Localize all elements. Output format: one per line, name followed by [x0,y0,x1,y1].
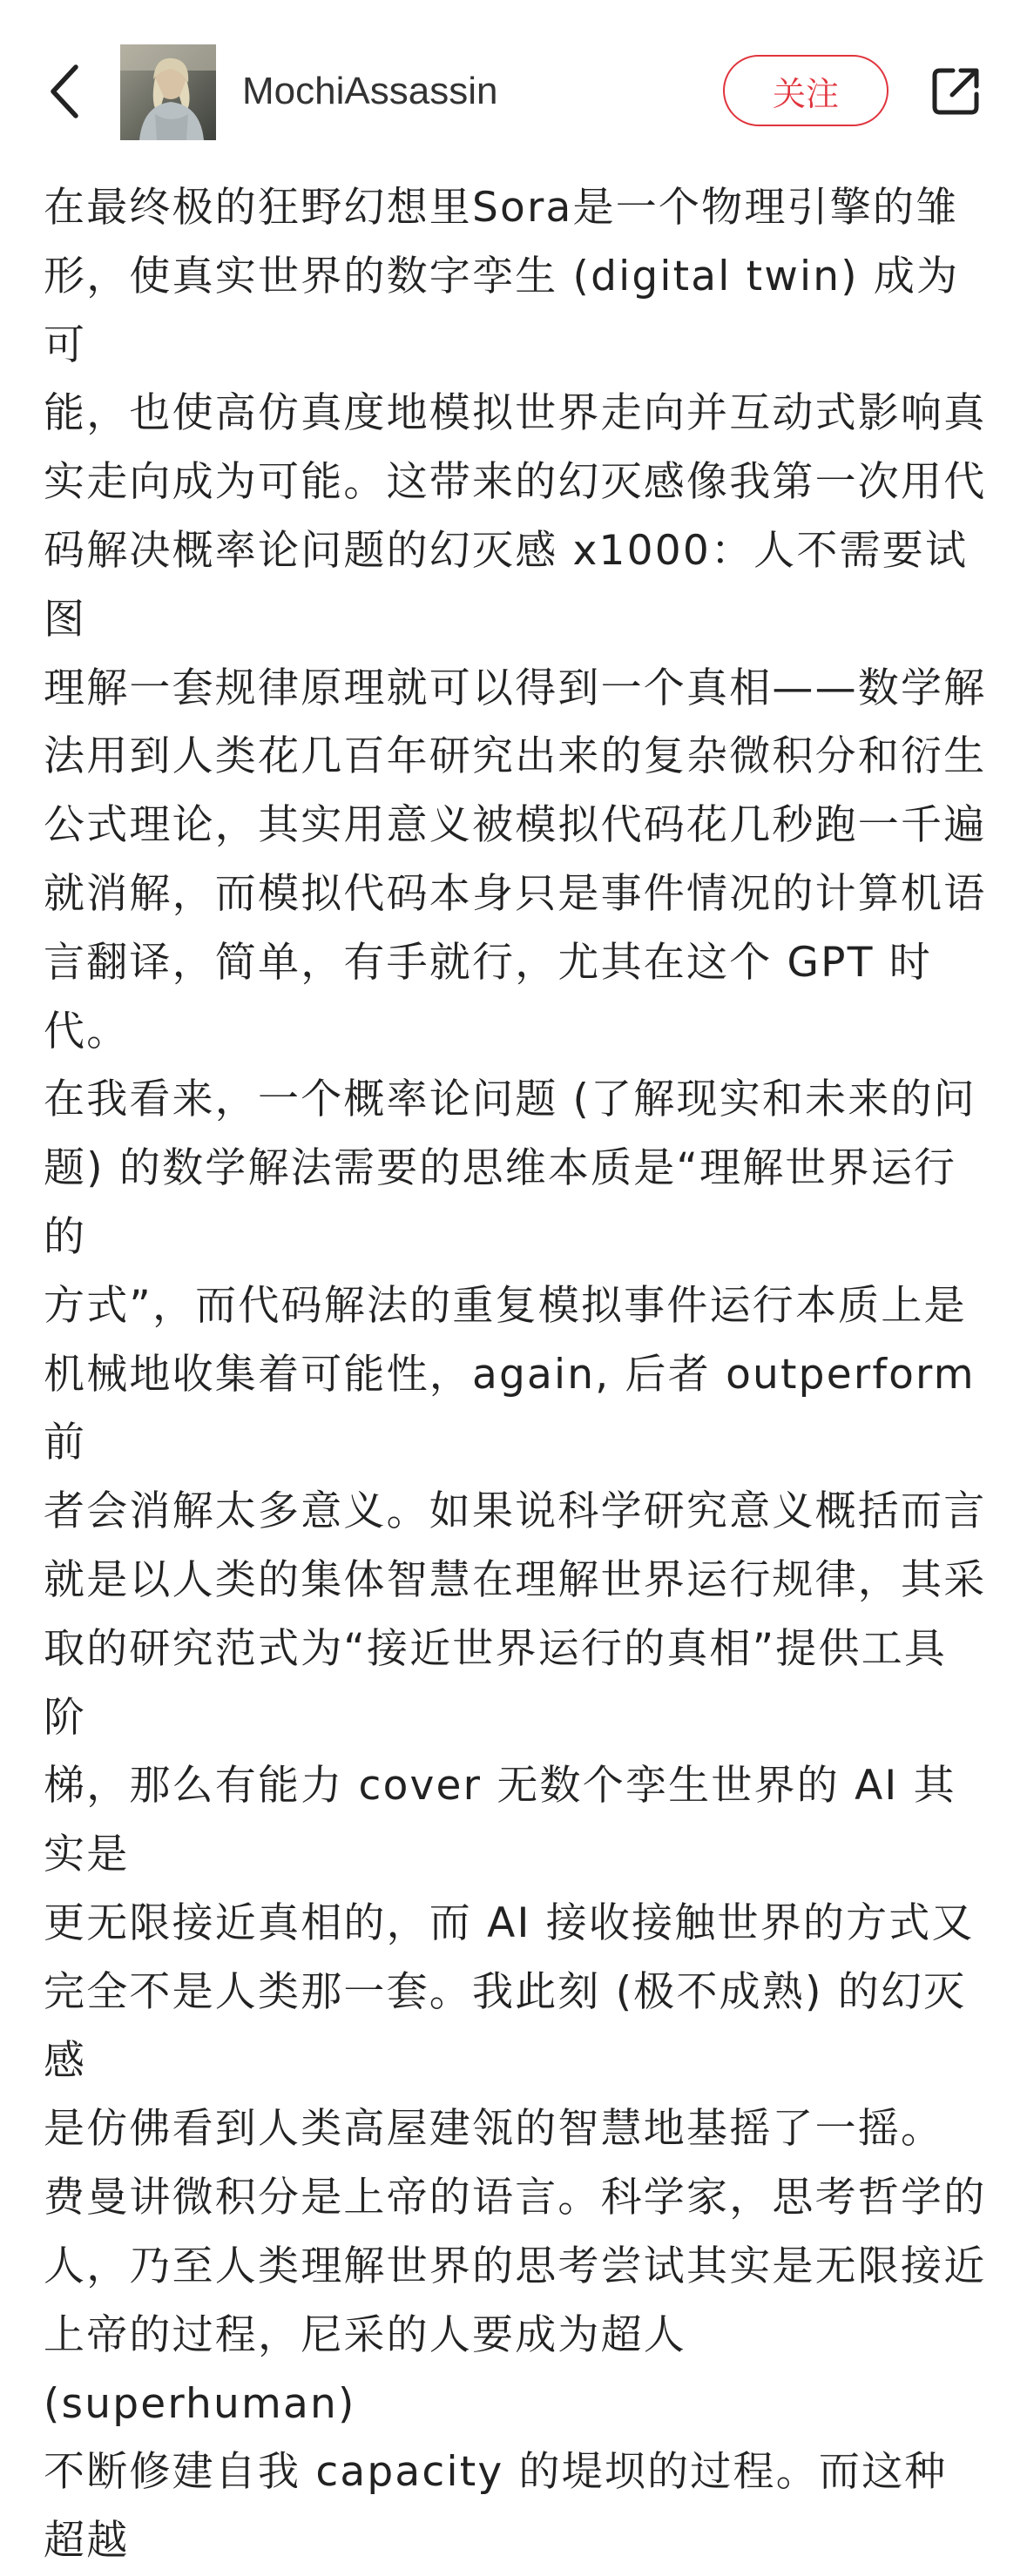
post-content [44,174,989,2566]
author-username[interactable]: MochiAssassin [242,70,498,112]
back-button[interactable] [35,57,96,125]
post-body-text: 在最终极的狂野幻想里Sora是一个物理引擎的雏 形，使真实世界的数字孪生 (digital twin) 成为可 能，也使高仿真度地模拟世界走向并互动式影响真 实走向成为可能。这带来的幻灭感像我第一次用代 码解决概率论问题的幻灭感 x1000：人不需要试图 理解一套规律原理就可以得到一个真相——数学解 法用到人类花几百年研究出来的复杂微积分和衍生 公式理论，其实用意义被模拟代码花几秒跑一千遍 就消解，而模拟代码本身只是事件情况的计算机语 言翻译，简单，有手就行，尤其在这个 GPT 时代。 在我看来，一个概率论问题 (了解现实和未来的问 题) 的数学解法需要的思维本质是“理解世界运行的 方式”，而代码解法的重复模拟事件运行本质上是 机械地收集着可能性，again, 后者 outperform 前 者会消解太多意义。如果说科学研究意义概括而言 就是以人类的集体智慧在理解世界运行规律，其采 取的研究范式为“接近世界运行的真相”提供工具阶 梯，那么有能力 cover 无数个孪生世界的 AI 其实是 更无限接近真相的，而 AI 接收接触世界的方式又 完全不是人类那一套。我此刻 (极不成熟) 的幻灭感 是仿佛看到人类高屋建瓴的智慧地基摇了一摇。 费曼讲微积分是上帝的语言。科学家，思考哲学的 人，乃至人类理解世界的思考尝试其实是无限接近 上帝的过程，尼采的人要成为超人 (superhuman) 不断修建自我 capacity 的堤坝的过程。而这种超越 [44,184,987,2566]
share-button[interactable] [925,61,986,122]
chevron-left-icon [48,64,83,119]
follow-button[interactable]: 关注 [723,55,888,126]
avatar[interactable] [120,44,216,140]
avatar-image [120,44,216,140]
top-nav-bar [0,0,1027,152]
share-external-icon [929,65,982,118]
